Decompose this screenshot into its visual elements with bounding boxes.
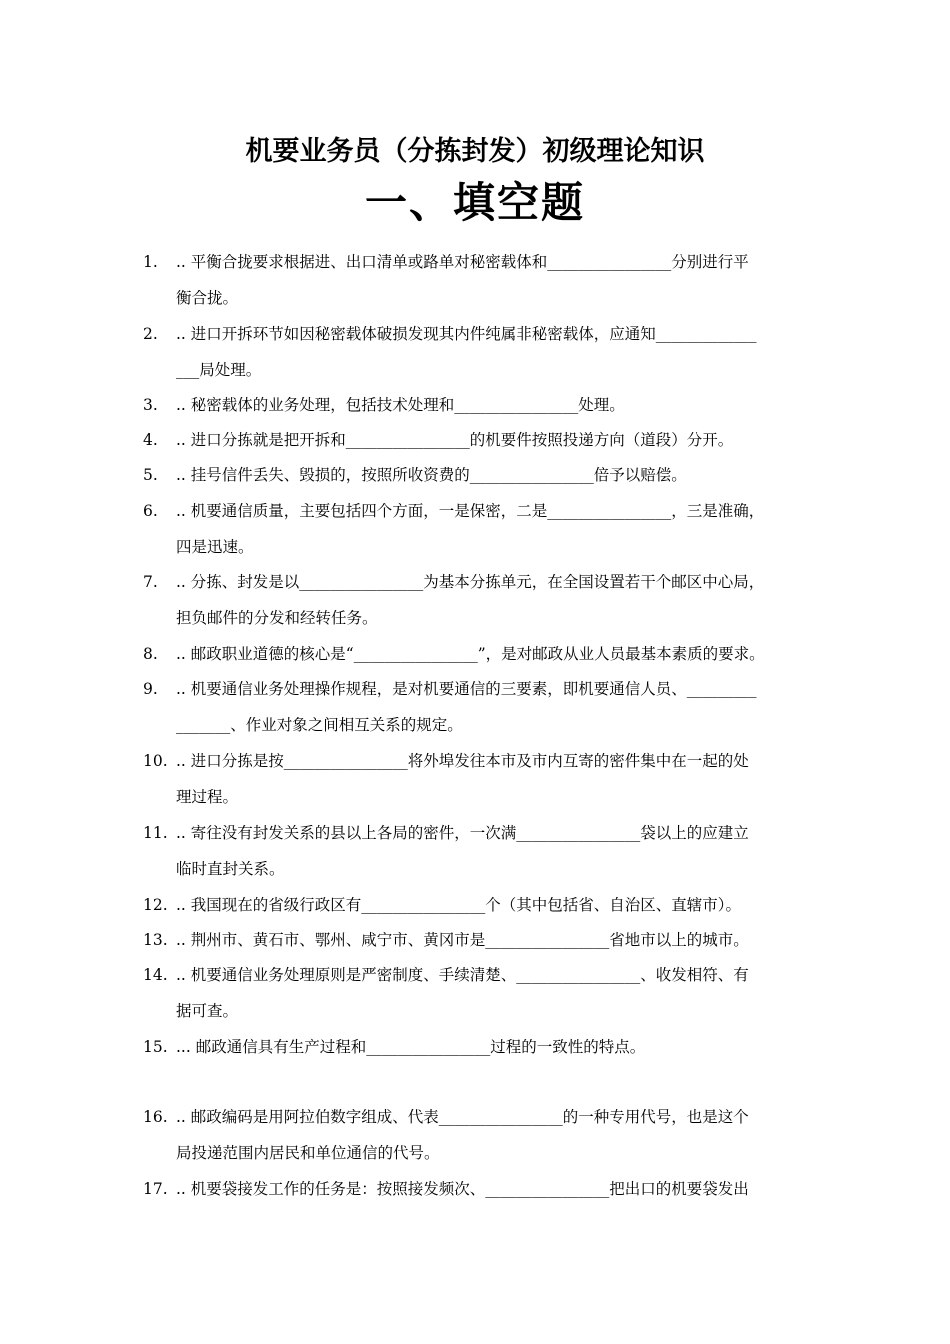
question-text: .. 进口开拆环节如因秘密载体破损发现其内件纯属非秘密载体，应通知_____________ <box>176 325 757 343</box>
question-text: ... 邮政通信具有生产过程和________________过程的一致性的特点。 <box>176 1038 646 1056</box>
question-text: .. 荆州市、黄石市、鄂州、咸宁市、黄冈市是________________省地市以上的城市。 <box>176 931 749 949</box>
question-number: 10. <box>143 752 168 770</box>
question-number: 12. <box>143 896 168 914</box>
question-text-continued: 理过程。 <box>176 788 239 806</box>
question-text-continued: 据可查。 <box>176 1002 239 1020</box>
question-number: 11. <box>143 824 168 842</box>
question-number: 1. <box>143 253 158 271</box>
question-number: 4. <box>143 431 158 449</box>
document-title: 机要业务员（分拣封发）初级理论知识 <box>245 136 705 167</box>
question-number: 5. <box>143 466 158 484</box>
question-text: .. 分拣、封发是以________________为基本分拣单元，在全国设置若干个邮区中心局， <box>176 573 765 591</box>
question-number: 6. <box>143 502 158 520</box>
question-number: 13. <box>143 931 168 949</box>
question-text: .. 秘密载体的业务处理，包括技术处理和________________处理。 <box>176 396 625 414</box>
question-text: .. 机要袋接发工作的任务是：按照接发频次、________________把出口的机要袋发出 <box>176 1180 749 1198</box>
section-title: 一、填空题 <box>364 178 585 227</box>
question-text-continued: _______、作业对象之间相互关系的规定。 <box>176 716 463 734</box>
question-number: 3. <box>143 396 158 414</box>
question-text: .. 机要通信业务处理原则是严密制度、手续清楚、________________、收发相符、有 <box>176 966 749 984</box>
question-text-continued: 四是迅速。 <box>176 538 254 556</box>
question-text-continued: 临时直封关系。 <box>176 860 285 878</box>
question-text: .. 我国现在的省级行政区有________________个（其中包括省、自治区、直辖市）。 <box>176 896 742 914</box>
question-number: 8. <box>143 645 158 663</box>
question-text: .. 挂号信件丢失、毁损的，按照所收资费的________________倍予以赔偿。 <box>176 466 687 484</box>
question-number: 17. <box>143 1180 168 1198</box>
question-text: .. 邮政职业道德的核心是“________________”，是对邮政从业人员最基本素质的要求。 <box>176 645 765 663</box>
question-text-continued: 局投递范围内居民和单位通信的代号。 <box>176 1144 440 1162</box>
question-text: .. 进口分拣是按________________将外埠发往本市及市内互寄的密件集中在一起的处 <box>176 752 749 770</box>
question-number: 9. <box>143 680 158 698</box>
question-number: 16. <box>143 1108 168 1126</box>
question-number: 2. <box>143 325 158 343</box>
question-text: .. 平衡合拢要求根据进、出口清单或路单对秘密载体和________________分别进行平 <box>176 253 749 271</box>
question-text-continued: 担负邮件的分发和经转任务。 <box>176 609 378 627</box>
question-text-continued: 衡合拢。 <box>176 289 239 307</box>
question-text: .. 机要通信业务处理操作规程，是对机要通信的三要素，即机要通信人员、_________ <box>176 680 757 698</box>
question-text: .. 寄往没有封发关系的县以上各局的密件，一次满________________袋以上的应建立 <box>176 824 749 842</box>
question-text: .. 进口分拣就是把开拆和________________的机要件按照投递方向（道段）分开。 <box>176 431 734 449</box>
question-number: 15. <box>143 1038 168 1056</box>
question-text: .. 邮政编码是用阿拉伯数字组成、代表________________的一种专用代号，也是这个 <box>176 1108 749 1126</box>
question-number: 7. <box>143 573 158 591</box>
question-number: 14. <box>143 966 168 984</box>
question-text: .. 机要通信质量，主要包括四个方面，一是保密，二是________________，三是准确， <box>176 502 765 520</box>
question-text-continued: ___局处理。 <box>176 361 262 379</box>
